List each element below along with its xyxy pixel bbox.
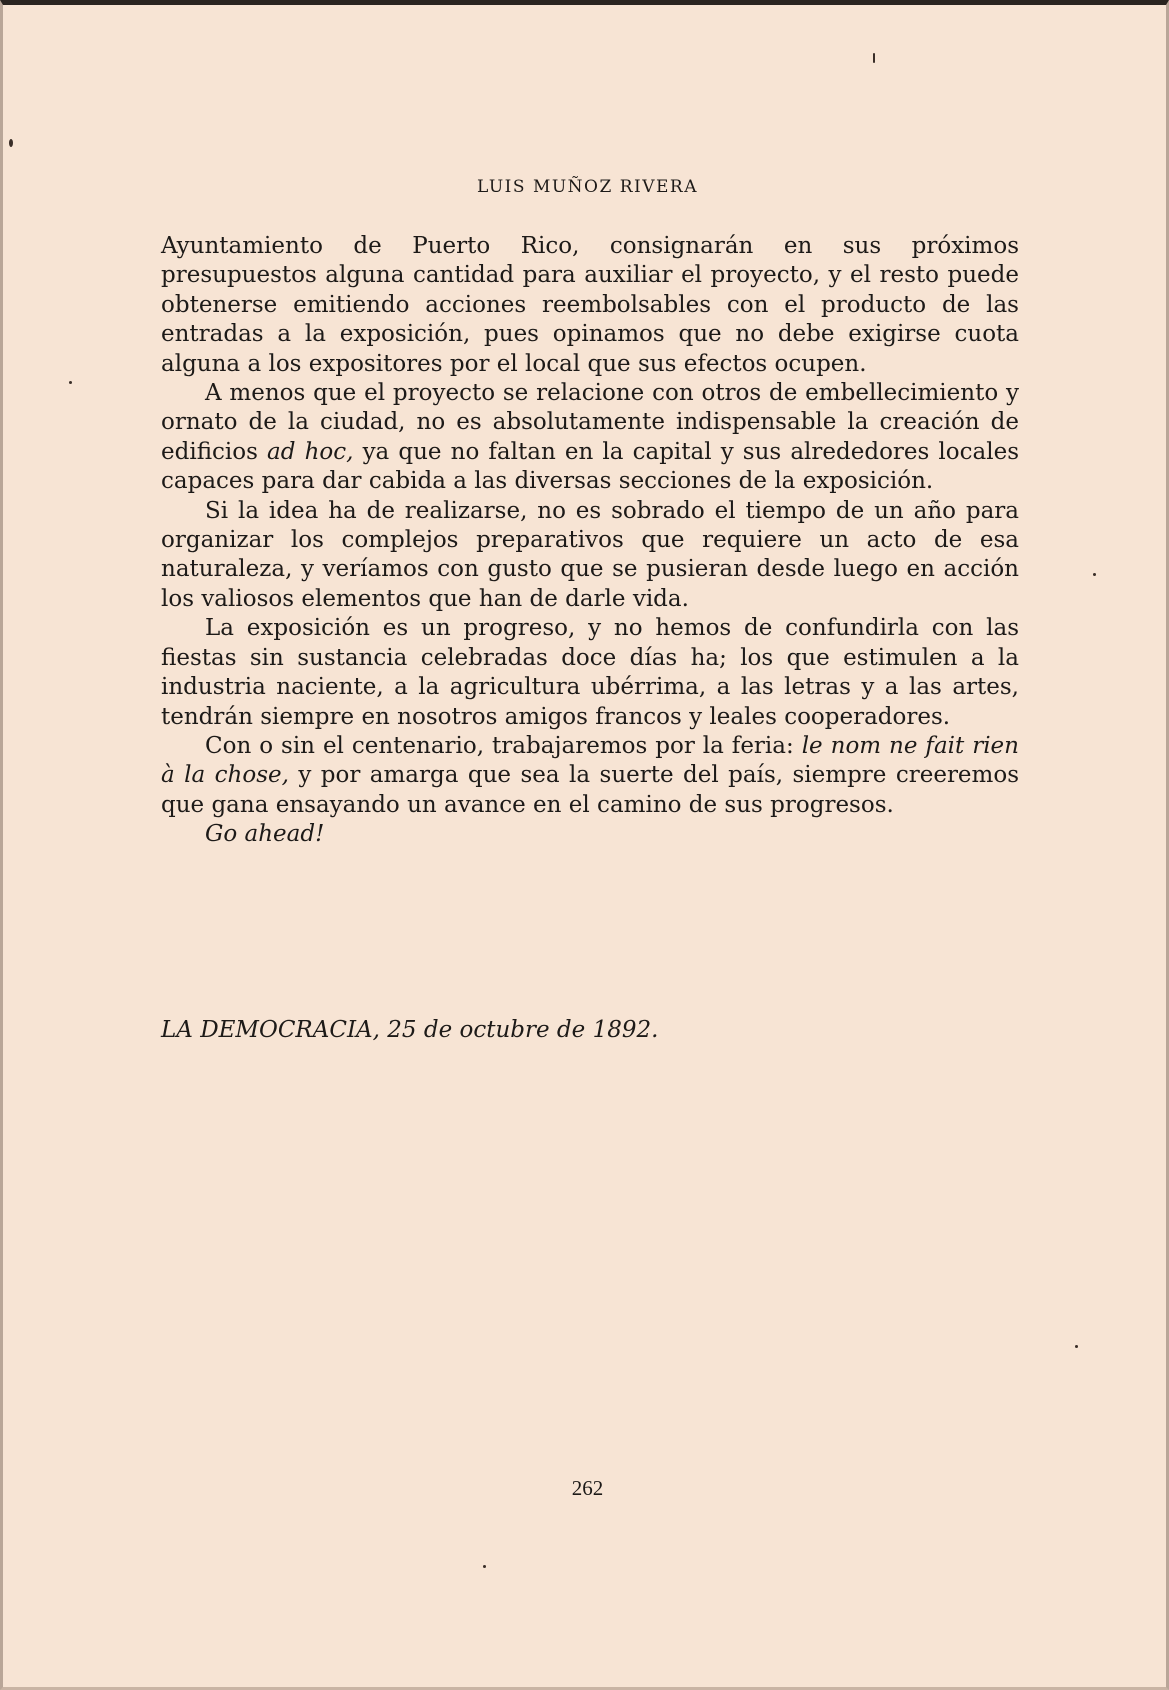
paragraph-5	[161, 732, 1019, 820]
source-citation: LA DEMOCRACIA, 25 de octubre de 1892.	[161, 1017, 659, 1043]
paragraph-1: Ayuntamiento de Puerto Rico, consignarán en sus próximos presupuestos alguna cantidad para auxiliar el proyecto, y el resto puede obtenerse emitiendo acciones reembolsables con el producto de las entradas a la exposición, pues opinamos que no debe exigirse cuota alguna a los expositores por el local que sus efectos ocupen.	[161, 233, 1019, 377]
paragraph-2-text-start: A menos que el proyecto se relacione con otros de embellecimiento y ornato de la ciudad, no es absolutamente indispensable la creación de edificios	[161, 380, 1019, 465]
paragraph-5-text-start: Con o sin el centenario, trabajaremos por la feria:	[205, 732, 802, 759]
paragraph-5-text-end: y por amarga que sea la suerte del país, siempre creeremos que gana ensayando un avance en el camino de sus progresos.	[161, 762, 1020, 818]
paper-speck	[1075, 1345, 1078, 1348]
paper-speck	[69, 381, 72, 384]
latin-phrase: ad hoc,	[267, 438, 354, 465]
paper-speck	[873, 53, 875, 63]
paper-speck	[9, 139, 13, 147]
article-body	[161, 232, 1019, 850]
paper-speck	[483, 1565, 486, 1568]
paragraph-2	[161, 379, 1019, 497]
french-phrase: le nom ne fait rien à la chose,	[161, 732, 1019, 789]
paragraph-3: Si la idea ha de realizarse, no es sobrado el tiempo de un año para organizar los complejos preparativos que requiere un acto de esa naturaleza, y veríamos con gusto que se pusieran desde luego en acción los valiosos elementos que han de darle vida.	[161, 497, 1019, 612]
page-number: 262	[571, 1476, 604, 1500]
paragraph-2-text-end: ya que no faltan en la capital y sus alrededores locales capaces para dar cabida a las diversas secciones de la exposición.	[161, 438, 1020, 495]
running-head: LUIS MUÑOZ RIVERA	[477, 177, 698, 197]
paragraph-4: La exposición es un progreso, y no hemos de confundirla con las fiestas sin sustancia celebradas doce días ha; los que estimulen a la industria naciente, a la agricultura ubérrima, a las letras y a las artes, tendrán siempre en nosotros amigos francos y leales cooperadores.	[161, 615, 1019, 730]
paper-speck	[1093, 573, 1096, 576]
closing-exclamation: Go ahead!	[205, 821, 325, 848]
